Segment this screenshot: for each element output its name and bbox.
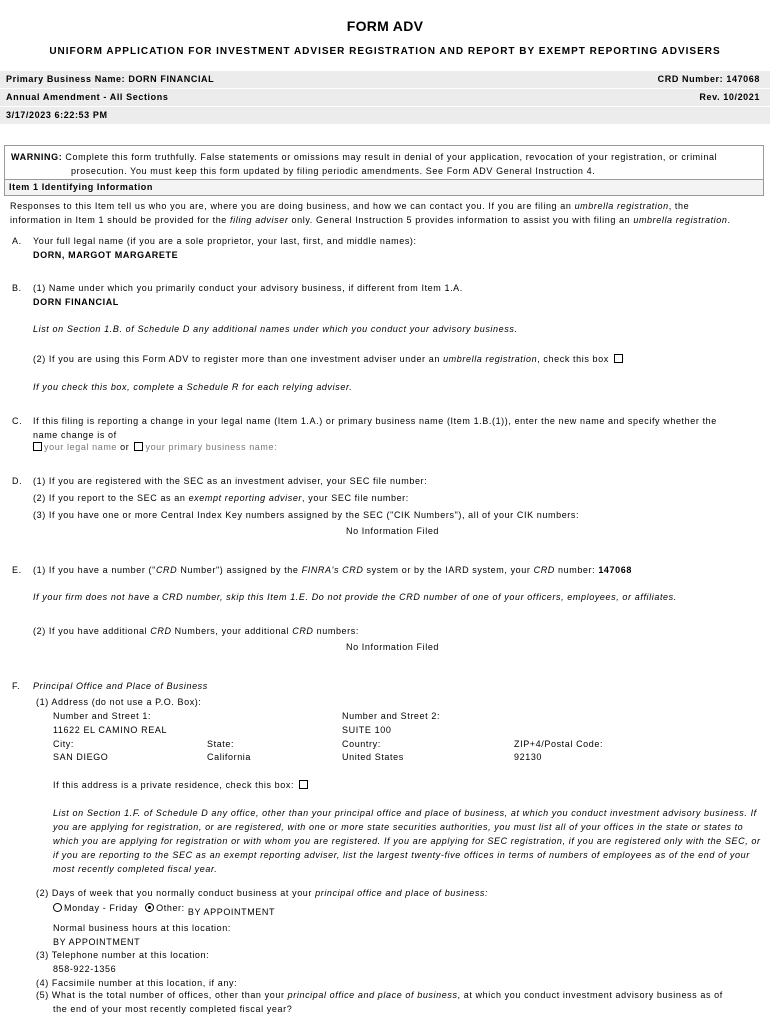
section-d-q3: (3) If you have one or more Central Index Key numbers assigned by the SEC ("CIK Numbers"), all of your CIK numbers:: [33, 510, 580, 520]
e-text: (1) If you have a number (": [33, 565, 156, 575]
e-text: Numbers, your additional: [171, 626, 293, 636]
monday-friday-label: Monday - Friday: [64, 903, 139, 913]
header-band-3: [0, 107, 770, 124]
business-name-value: DORN FINANCIAL: [33, 297, 119, 307]
legal-name-change-checkbox[interactable]: [33, 442, 42, 451]
city-value: SAN DIEGO: [53, 752, 109, 762]
f-text: the end of your most recently completed fiscal year?: [53, 1004, 293, 1014]
f-term: principal office and place of business:: [315, 888, 489, 898]
f-text: (2) Days of week that you normally conduct business at your: [36, 888, 316, 898]
c-text: If this filing is reporting a change in your legal name (Item 1.A.) or primary business name (Item 1.B.(1)), enter the new name and specify whether the: [33, 416, 717, 426]
e-term: CRD: [533, 565, 555, 575]
section-f-q4: (4) Facsimile number at this location, if any:: [36, 978, 238, 988]
country-label: Country:: [342, 739, 381, 749]
section-c-question: [33, 414, 763, 442]
section-f-q3: (3) Telephone number at this location:: [36, 950, 210, 960]
revision: Rev. 10/2021: [699, 92, 760, 102]
e-term: CRD: [155, 565, 178, 575]
item1-heading: Item 1 Identifying Information: [9, 182, 154, 192]
e-text: system or by the IARD system, your: [363, 565, 534, 575]
intro-text: information in Item 1 should be provided for the: [10, 215, 231, 225]
section-f-note: [53, 806, 763, 876]
or-text: or: [120, 442, 130, 452]
section-b-note1: List on Section 1.B. of Schedule D any additional names under which you conduct your advisory business.: [33, 324, 518, 334]
section-d-q1: (1) If you are registered with the SEC as an investment adviser, your SEC file number:: [33, 476, 428, 486]
form-title: FORM ADV: [346, 18, 424, 34]
section-e-letter: E.: [12, 565, 22, 575]
section-f-q1: (1) Address (do not use a P.O. Box):: [36, 697, 202, 707]
header-band-1: [0, 71, 770, 88]
section-f-letter: F.: [12, 681, 21, 691]
business-hours-label: Normal business hours at this location:: [53, 923, 231, 933]
business-hours-value: BY APPOINTMENT: [53, 937, 141, 947]
street1-label: Number and Street 1:: [53, 711, 152, 721]
primary-business-name: Primary Business Name: DORN FINANCIAL: [6, 74, 215, 84]
other-days-radio[interactable]: [145, 903, 154, 912]
country-value: United States: [342, 752, 404, 762]
d-text: (2) If you report to the SEC as an: [33, 493, 189, 503]
section-c-letter: C.: [12, 416, 23, 426]
street2-label: Number and Street 2:: [342, 711, 441, 721]
e-text: (2) If you have additional: [33, 626, 151, 636]
section-f-q5: [36, 988, 764, 1016]
item1-heading-bar: [4, 179, 764, 196]
telephone-value: 858-922-1356: [53, 964, 117, 974]
section-b-letter: B.: [12, 283, 22, 293]
private-residence-label: If this address is a private residence, check this box:: [53, 780, 295, 790]
warning-label: WARNING:: [11, 152, 63, 162]
f-text: (5) What is the total number of offices, other than your: [36, 990, 288, 1000]
intro-term: filing adviser: [230, 215, 289, 225]
zip-value: 92130: [514, 752, 543, 762]
intro-text: , the: [668, 201, 690, 211]
warning-text-2: prosecution. You must keep this form updated by filing periodic amendments. See Form ADV General Instruction 4.: [71, 166, 596, 176]
header-band-2: [0, 89, 770, 106]
days-of-week-options: [53, 903, 276, 917]
legal-name-option-label: your legal name: [44, 442, 118, 452]
intro-term: umbrella registration: [574, 201, 669, 211]
section-f-heading: Principal Office and Place of Business: [33, 681, 208, 691]
e-term: CRD: [292, 626, 314, 636]
f-text: , at which you conduct investment advisory business as of: [457, 990, 723, 1000]
umbrella-registration-checkbox[interactable]: [614, 354, 623, 363]
state-label: State:: [207, 739, 235, 749]
crd-number: CRD Number: 147068: [657, 74, 760, 84]
additional-crd-value: No Information Filed: [346, 642, 440, 652]
zip-label: ZIP+4/Postal Code:: [514, 739, 604, 749]
timestamp: 3/17/2023 6:22:53 PM: [6, 110, 108, 120]
q2-term: umbrella registration: [443, 354, 538, 364]
business-name-change-checkbox[interactable]: [134, 442, 143, 451]
f-note-line: most recently completed fiscal year.: [53, 864, 218, 874]
f-note-line: List on Section 1.F. of Schedule D any office, other than your principal office and place of business, at which you conduct investment advisory business. If: [53, 808, 757, 818]
section-b-q2: [33, 354, 625, 364]
cik-numbers-value: No Information Filed: [346, 526, 440, 536]
warning-box: [4, 145, 764, 180]
crd-number-value: 147068: [598, 565, 632, 575]
f-term: principal office and place of business: [287, 990, 458, 1000]
section-d-letter: D.: [12, 476, 23, 486]
warning-text-1: Complete this form truthfully. False statements or omissions may result in denial of your application, revocation of your registration, or criminal: [65, 152, 718, 162]
e-term: CRD: [150, 626, 172, 636]
f-note-line: you are applying for registration, or are registered, with one or more state securities authorities, you must list all of your offices in the state or states to: [53, 822, 744, 832]
section-e-q2: [33, 626, 359, 636]
intro-term: umbrella registration: [633, 215, 728, 225]
section-c-options: [31, 442, 277, 452]
private-residence-row: [53, 780, 310, 790]
intro-text: Responses to this Item tell us who you are, where you are doing business, and how we can contact you. If you are filing an: [10, 201, 575, 211]
section-b-q1: (1) Name under which you primarily conduct your advisory business, if different from Item 1.A.: [33, 283, 463, 293]
e-text: numbers:: [313, 626, 359, 636]
section-d-q2: [33, 493, 409, 503]
monday-friday-radio[interactable]: [53, 903, 62, 912]
city-label: City:: [53, 739, 74, 749]
other-days-label: Other:: [156, 903, 185, 913]
street1-value: 11622 EL CAMINO REAL: [53, 725, 168, 735]
private-residence-checkbox[interactable]: [299, 780, 308, 789]
f-note-line: if you are reporting to the SEC as an exempt reporting adviser, list the largest twenty-five offices in terms of numbers of employees as of the end of your: [53, 850, 750, 860]
section-b-note2: If you check this box, complete a Schedule R for each relying adviser.: [33, 382, 353, 392]
intro-text: .: [727, 215, 731, 225]
section-f-q2: [36, 888, 488, 898]
state-value: California: [207, 752, 252, 762]
intro-text: only. General Instruction 5 provides information to assist you with filing an: [288, 215, 634, 225]
d-term: exempt reporting adviser: [188, 493, 303, 503]
item1-intro: [10, 199, 762, 227]
section-a-question: Your full legal name (if you are a sole proprietor, your last, first, and middle names):: [33, 236, 417, 246]
c-text: name change is of: [33, 430, 117, 440]
section-a-letter: A.: [12, 236, 22, 246]
business-name-option-label: your primary business name:: [145, 442, 278, 452]
e-text: Number") assigned by the: [177, 565, 302, 575]
section-e-note: If your firm does not have a CRD number, skip this Item 1.E. Do not provide the CRD number of one of your officers, employees, or affiliates.: [33, 592, 677, 602]
amendment-type: Annual Amendment - All Sections: [6, 92, 169, 102]
form-subtitle: UNIFORM APPLICATION FOR INVESTMENT ADVISER REGISTRATION AND REPORT BY EXEMPT REPORTING ADVISERS: [49, 46, 721, 57]
d-text: , your SEC file number:: [302, 493, 409, 503]
other-days-value: BY APPOINTMENT: [187, 907, 276, 917]
section-e-q1: [33, 565, 632, 575]
q2-text: , check this box: [537, 354, 609, 364]
q2-text: (2) If you are using this Form ADV to register more than one investment adviser under an: [33, 354, 444, 364]
f-note-line: which you are applying for registration or with whom you are registered. If you are applying for SEC registration, if you are registered only with the SEC, or: [53, 836, 761, 846]
street2-value: SUITE 100: [342, 725, 392, 735]
e-term: FINRA's CRD: [301, 565, 364, 575]
legal-name-value: DORN, MARGOT MARGARETE: [33, 250, 179, 260]
e-text: number:: [554, 565, 599, 575]
